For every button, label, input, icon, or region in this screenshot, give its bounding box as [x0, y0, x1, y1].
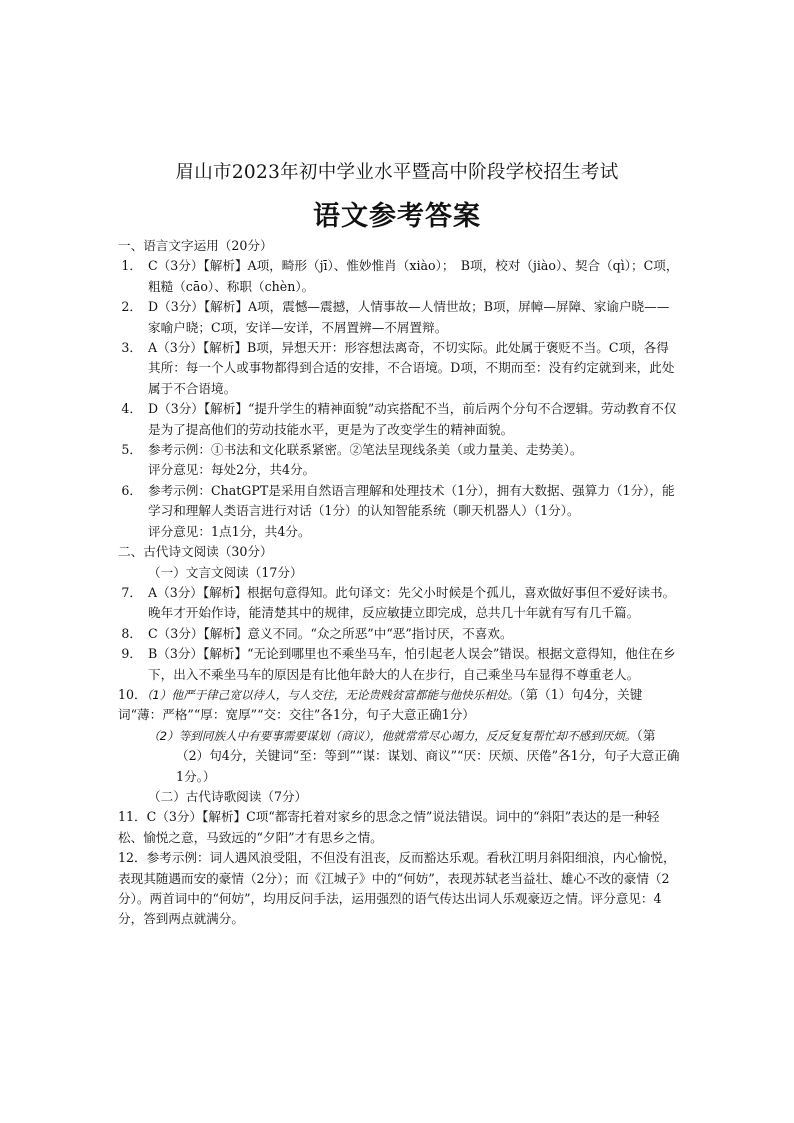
item-text: D（3分）【解析】A项，震憾—震撼，人情事故—人情世故；B项，屏幛—屏障、家谕户晓——家喻户晓；C项，安详—安详，不屑置辨—不屑置辩。 [148, 299, 670, 335]
scoring-note: 评分意见：每处2分，共4分。 [148, 462, 316, 478]
translation-1: （1）他严于律己宽以待人，与人交往，无论贵贱贫富都能与他快乐相处。 [146, 687, 520, 702]
answer-item-6 [118, 481, 680, 542]
item-body: C（3分）【解析】C项“都寄托着对家乡的思念之情”说法错误。词中的“斜阳”表达的是一种轻松、愉悦之意，马致远的“夕阳”才有思乡之情。 [118, 809, 660, 845]
scoring-note: （第（1）句4分，关键词“薄：严格”“厚：宽厚”“交：交往”各1分，句子大意正确1分） [118, 686, 643, 723]
item-number: 1． [121, 258, 142, 274]
item-text [118, 807, 680, 848]
answer-item-4 [118, 399, 680, 440]
item-text: 参考示例：①书法和文化联系紧密。②笔法呈现线条美（或力量美、走势美）。 [148, 442, 583, 458]
item-text: B（3分）【解析】“无论到哪里也不乘坐马车，怕引起老人误会”错误。根据文意得知，他住在乡下，出入不乘坐马车的原因是有比他年龄大的人在步行，自己乘坐马车显得不尊重老人。 [148, 646, 676, 682]
section-heading-classical: 二、古代诗文阅读（30分） [118, 544, 273, 560]
answer-item-1 [118, 256, 680, 297]
item-number: 6． [121, 482, 142, 498]
scoring-note: （第（2）句4分，关键词“至：等到”“谋：谋划、商议”“厌：厌烦、厌倦”各1分，句子大意正确1分。） [176, 727, 680, 784]
item-number: 5． [121, 442, 142, 458]
item-number: 9． [121, 646, 142, 662]
item-number: 7． [121, 584, 142, 600]
answer-content [118, 236, 680, 930]
item-text [118, 848, 680, 930]
answer-item-8 [118, 624, 680, 644]
item-text [118, 685, 680, 726]
translation-2: （2）等到同族人中有要事需要谋划（商议），他就常常尽心竭力，反反复复帮忙却不感到厌烦。 [148, 728, 637, 743]
item-number: 12． [118, 850, 147, 866]
scoring-note: 评分意见：1点1分，共4分。 [148, 523, 311, 539]
answer-key-title: 语文参考答案 [313, 201, 481, 232]
item-number: 11． [118, 809, 147, 825]
item-text: 参考示例：ChatGPT是采用自然语言理解和处理技术（1分），拥有大数据、强算力（1分），能学习和理解人类语言进行对话（1分）的认知智能系统（聊天机器人）（1分）。 [148, 482, 675, 519]
exam-title: 眉山市2023年初中学业水平暨高中阶段学校招生考试 [175, 162, 619, 183]
item-text: C（3分）【解析】意义不同。“众之所恶”中“恶”指讨厌，不喜欢。 [148, 625, 513, 641]
answer-item-9 [118, 644, 680, 685]
answer-item-12 [118, 848, 680, 930]
item-text: A（3分）【解析】根据句意得知。此句译文：先父小时候是个孤儿，喜欢做好事但不爱好读书。晚年才开始作诗，能清楚其中的规律，反应敏捷立即完成，总共几十年就有写有几千篇。 [148, 584, 676, 621]
answer-item-10 [118, 685, 680, 787]
item-number: 3． [121, 340, 142, 356]
answer-item-11 [118, 807, 680, 848]
subsection-heading-prose: （一）文言文阅读（17分） [148, 564, 303, 580]
item-text-2 [118, 726, 680, 787]
answer-item-2 [118, 297, 680, 338]
item-body: 参考示例：词人遇风浪受阻，不但没有沮丧，反而豁达乐观。看秋江明月斜阳细浪，内心愉悦，表现其随遇而安的豪情（2分）；而《江城子》中的“何妨”，表现苏轼老当益壮、雄心不改的豪情（2分）。两首词中的“何妨”，均用反问手法，运用强烈的语气传达出词人乐观豪迈之情。评分意见：4分，答到两点就满分。 [118, 850, 676, 927]
item-text: D（3分）【解析】“提升学生的精神面貌”动宾搭配不当，前后两个分句不合逻辑。劳动教育不仅是为了提高他们的劳动技能水平，更是为了改变学生的精神面貌。 [148, 401, 677, 437]
item-number: 2． [121, 299, 142, 315]
item-text: C（3分）【解析】A项，畸形（jī）、惟妙惟肖（xiào）； B项，校对（jiào）、契合（qì）；C项，粗糙（cāo）、称职（chèn）。 [148, 258, 679, 294]
section-heading-language: 一、语言文字运用（20分） [118, 238, 273, 253]
item-number: 8． [121, 625, 142, 641]
subsection-heading-poetry: （二）古代诗歌阅读（7分） [148, 788, 308, 804]
item-number: 10． [118, 686, 147, 702]
item-text: A（3分）【解析】B项，异想天开：形容想法离奇，不切实际。此处属于褒贬不当。C项，各得其所：每一个人或事物都得到合适的安排，不合语境。D项，不期而至：没有约定就到来，此处属于不合语境。 [148, 340, 675, 396]
answer-item-5 [118, 440, 680, 481]
item-number: 4． [121, 401, 142, 417]
answer-item-7 [118, 583, 680, 624]
answer-item-3 [118, 338, 680, 399]
